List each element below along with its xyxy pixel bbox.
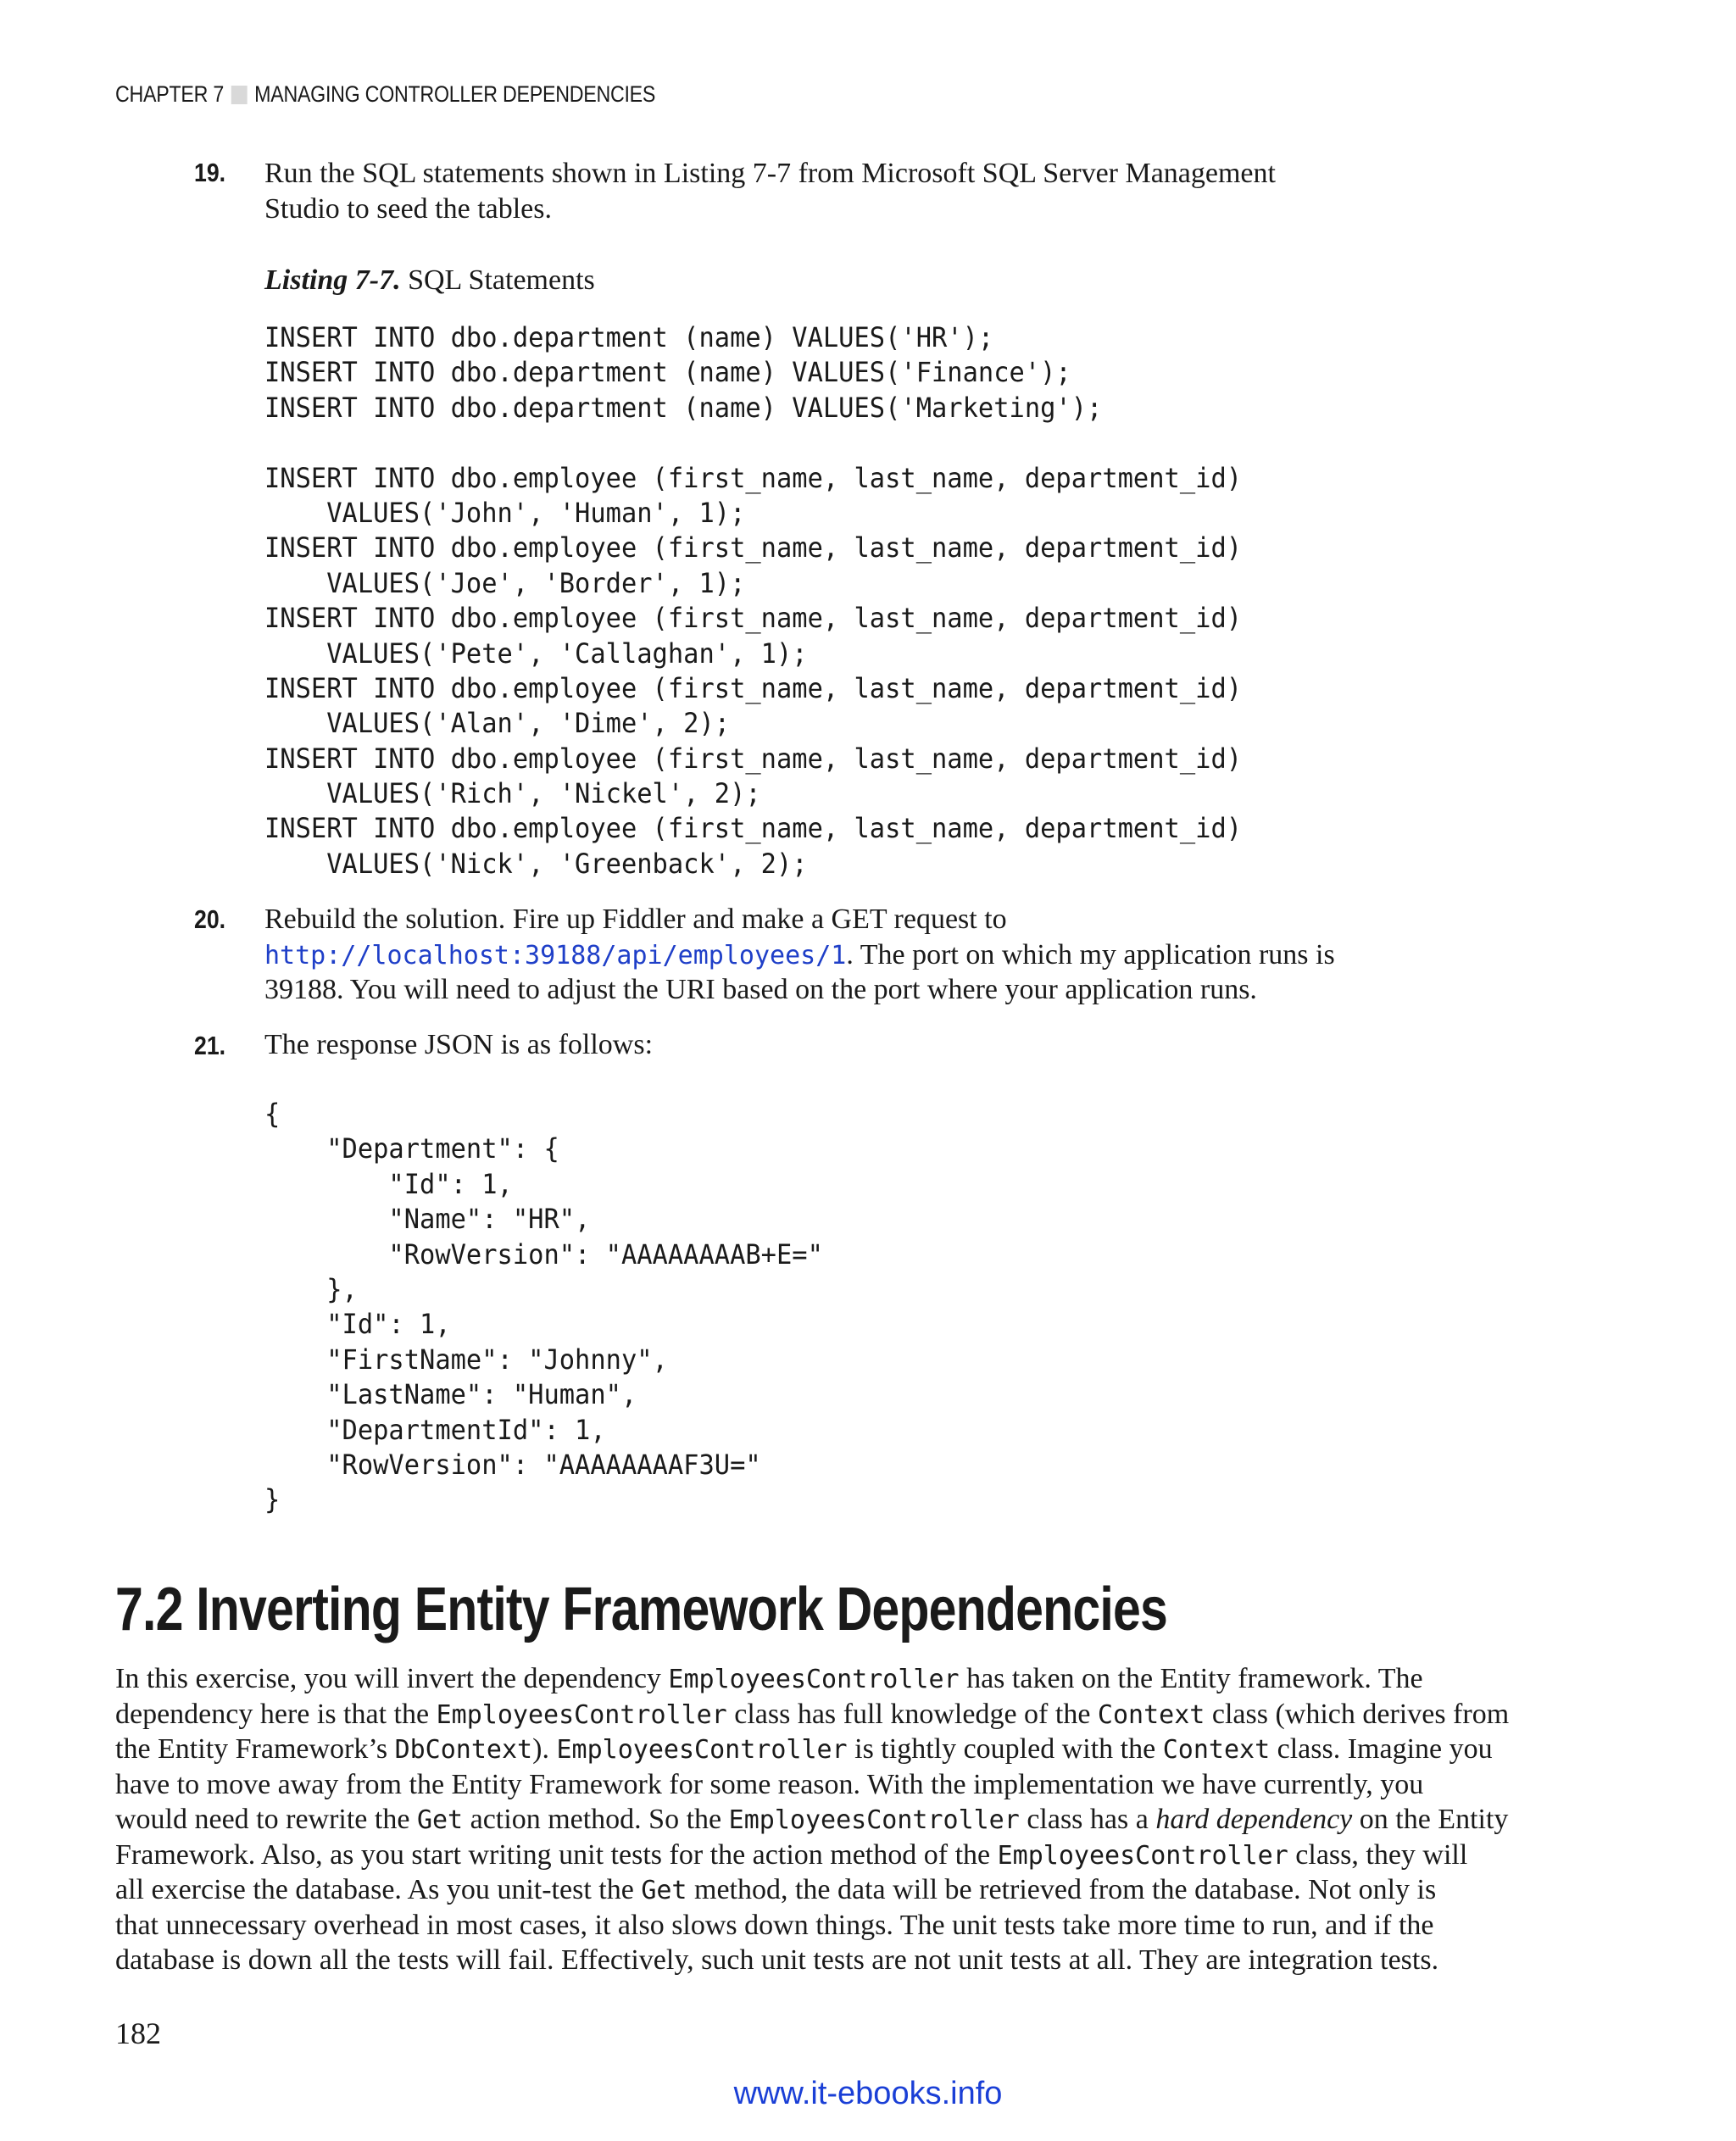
inline-code: Get: [416, 1805, 464, 1835]
text-run: on the Entity: [1352, 1804, 1509, 1835]
text-run: would need to rewrite the: [115, 1804, 417, 1835]
paragraph-line: [115, 1943, 1509, 1978]
code-line: {: [264, 1098, 281, 1130]
text-run: In this exercise, you will invert the dependency: [115, 1663, 669, 1694]
text-run: Framework. Also, as you start writing unit tests for the action method of the: [115, 1838, 998, 1871]
listing-caption: [264, 264, 595, 297]
text-run: that unnecessary overhead in most cases, it also slows down things. The unit tests take more time to run, and if the: [115, 1909, 1434, 1941]
step-number-19: 19.: [194, 158, 226, 187]
text-run: class has full knowledge of the: [726, 1698, 1098, 1730]
text-run: the Entity Framework’s: [115, 1733, 395, 1765]
step-19-line: Studio to seed the tables.: [264, 192, 553, 225]
step-20-text: [264, 902, 1335, 1008]
code-line: INSERT INTO dbo.department (name) VALUES('Finance');: [264, 356, 1071, 389]
code-line: "RowVersion": "AAAAAAAAB+E=": [264, 1237, 823, 1271]
paragraph-line: [115, 1661, 1509, 1697]
code-line: INSERT INTO dbo.employee (first_name, last_name, department_id): [264, 531, 1243, 564]
code-line: VALUES('Joe', 'Border', 1);: [264, 566, 746, 599]
code-line: INSERT INTO dbo.department (name) VALUES('HR');: [264, 321, 994, 353]
footer-link[interactable]: www.it-ebooks.info: [733, 2076, 1003, 2111]
code-line: "LastName": "Human",: [264, 1378, 637, 1411]
chapter-label: CHAPTER 7: [115, 81, 225, 107]
code-line: },: [264, 1272, 358, 1305]
section-heading: 7.2 Inverting Entity Framework Dependencies: [115, 1576, 1168, 1643]
text-run: class. Imagine you: [1270, 1733, 1493, 1765]
code-line: VALUES('Pete', 'Callaghan', 1);: [264, 637, 808, 670]
page-number: 182: [115, 2016, 161, 2050]
running-head: [115, 81, 655, 108]
paragraph-line: [115, 1802, 1509, 1838]
inline-code: EmployeesController: [436, 1699, 727, 1730]
code-line: VALUES('Alan', 'Dime', 2);: [264, 707, 731, 740]
listing-label: Listing 7-7.: [264, 264, 401, 296]
code-line: VALUES('John', 'Human', 1);: [264, 496, 746, 529]
step-20-line-rest: . The port on which my application runs is: [846, 938, 1335, 970]
step-number-21: 21.: [194, 1031, 226, 1060]
text-run: has taken on the Entity framework. The: [959, 1663, 1423, 1694]
text-run: dependency here is that the: [115, 1698, 437, 1730]
code-line: INSERT INTO dbo.employee (first_name, last_name, department_id): [264, 602, 1243, 635]
code-line: "Name": "HR",: [264, 1203, 591, 1236]
code-line: INSERT INTO dbo.employee (first_name, last_name, department_id): [264, 671, 1243, 704]
code-line: "Id": 1,: [264, 1167, 513, 1200]
code-line: VALUES('Rich', 'Nickel', 2);: [264, 777, 761, 810]
code-line: [264, 425, 1242, 460]
section-paragraph: [115, 1661, 1509, 1978]
inline-code: Context: [1097, 1699, 1205, 1730]
inline-code: Context: [1162, 1735, 1271, 1765]
inline-code: EmployeesController: [668, 1665, 960, 1694]
chapter-title: MANAGING CONTROLLER DEPENDENCIES: [254, 81, 656, 107]
code-line: }: [264, 1483, 281, 1516]
json-response-listing: [264, 1097, 823, 1518]
text-run: ).: [532, 1733, 557, 1765]
request-url-link[interactable]: http://localhost:39188/api/employees/1: [264, 940, 847, 970]
text-run: class, they will: [1288, 1838, 1468, 1871]
paragraph-line: [115, 1732, 1509, 1767]
sql-code-listing: [264, 320, 1242, 881]
listing-caption-text: SQL Statements: [408, 264, 595, 296]
separator-square-icon: [231, 86, 248, 104]
step-19-text: [264, 156, 1276, 226]
inline-code: EmployeesController: [728, 1805, 1020, 1835]
paragraph-line: [115, 1767, 1509, 1803]
text-run: database is down all the tests will fail. Effectively, such unit tests are not unit tests at all. They are integration tests.: [115, 1944, 1439, 1976]
code-line: "RowVersion": "AAAAAAAAF3U=": [264, 1448, 761, 1481]
paragraph-line: [115, 1838, 1509, 1873]
inline-code: DbContext: [394, 1735, 533, 1765]
step-20-line: Rebuild the solution. Fire up Fiddler and make a GET request to: [264, 904, 1007, 935]
emphasis-text: hard dependency: [1155, 1804, 1353, 1835]
text-run: class has a: [1019, 1804, 1156, 1835]
code-line: "Department": {: [264, 1132, 559, 1165]
text-run: is tightly coupled with the: [847, 1733, 1163, 1765]
step-19-line: Run the SQL statements shown in Listing 7-7 from Microsoft SQL Server Management: [264, 158, 1276, 189]
paragraph-line: [115, 1697, 1509, 1732]
step-20-line: [264, 937, 1335, 973]
step-number-20: 20.: [194, 904, 226, 934]
step-21-text: The response JSON is as follows:: [264, 1029, 654, 1060]
paragraph-line: [115, 1908, 1509, 1944]
code-line: INSERT INTO dbo.department (name) VALUES('Marketing');: [264, 391, 1103, 424]
text-run: action method. So the: [463, 1804, 729, 1835]
text-run: have to move away from the Entity Framework for some reason. With the implementation we have currently, you: [115, 1768, 1424, 1800]
text-run: class (which derives from: [1205, 1698, 1510, 1730]
code-line: INSERT INTO dbo.employee (first_name, last_name, department_id): [264, 812, 1243, 845]
code-line: "Id": 1,: [264, 1308, 451, 1341]
code-line: "DepartmentId": 1,: [264, 1413, 606, 1446]
text-run: method, the data will be retrieved from the database. Not only is: [687, 1874, 1437, 1905]
inline-code: EmployeesController: [997, 1840, 1288, 1871]
inline-code: Get: [641, 1876, 687, 1905]
code-line: INSERT INTO dbo.employee (first_name, last_name, department_id): [264, 742, 1243, 775]
inline-code: EmployeesController: [556, 1735, 848, 1765]
code-line: VALUES('Nick', 'Greenback', 2);: [264, 847, 808, 880]
code-line: "FirstName": "Johnny",: [264, 1343, 668, 1376]
text-run: all exercise the database. As you unit-test the: [115, 1874, 642, 1905]
paragraph-line: [115, 1872, 1509, 1908]
step-20-line: 39188. You will need to adjust the URI based on the port where your application runs.: [264, 974, 1257, 1005]
code-line: INSERT INTO dbo.employee (first_name, last_name, department_id): [264, 461, 1243, 494]
